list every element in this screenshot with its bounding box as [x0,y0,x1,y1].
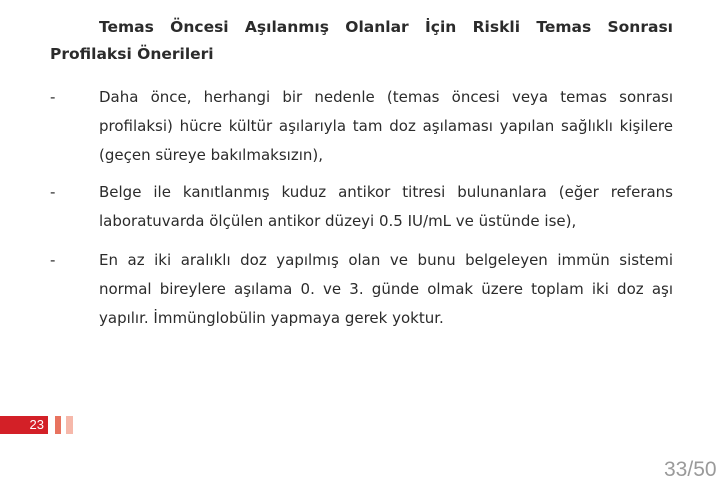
page-counter-total: 50 [693,458,717,481]
bullet-item [50,246,673,333]
bullet-text: Belge ile kanıtlanmış kuduz antikor titresi bulunanlara (eğer referans laboratuvarda ölçülen antikor düzeyi 0.5 IU/mL ve üstünde ise), [99,183,673,230]
bullet-text: En az iki aralıklı doz yapılmış olan ve bunu belgeleyen immün sistemi normal bireylere aşılama 0. ve 3. günde olmak üzere toplam iki doz aşı yapılır. İmmünglobülin yapmaya gerek yoktur. [99,251,673,327]
page-counter [664,458,717,481]
bullet-text: Daha önce, herhangi bir nedenle (temas öncesi veya temas sonrası profilaksi) hücre kültür aşılarıyla tam doz aşılaması yapılan sağlıklı kişilere (geçen süreye bakılmaksızın), [99,88,673,164]
bullet-item [50,178,673,236]
bullet-marker: - [50,88,56,106]
page-counter-separator: / [687,458,694,481]
bullet-item [50,83,673,170]
footer-accent-bar [66,416,73,434]
section-heading: Temas Öncesi Aşılanmış Olanlar İçin Riskli Temas Sonrası Profilaksi Önerileri [50,18,673,63]
footer-page-number: 23 [0,416,48,434]
bullet-marker: - [50,183,56,201]
bullet-marker: - [50,251,56,269]
footer-accent-bar [55,416,61,434]
page-counter-current: 33 [664,458,688,481]
